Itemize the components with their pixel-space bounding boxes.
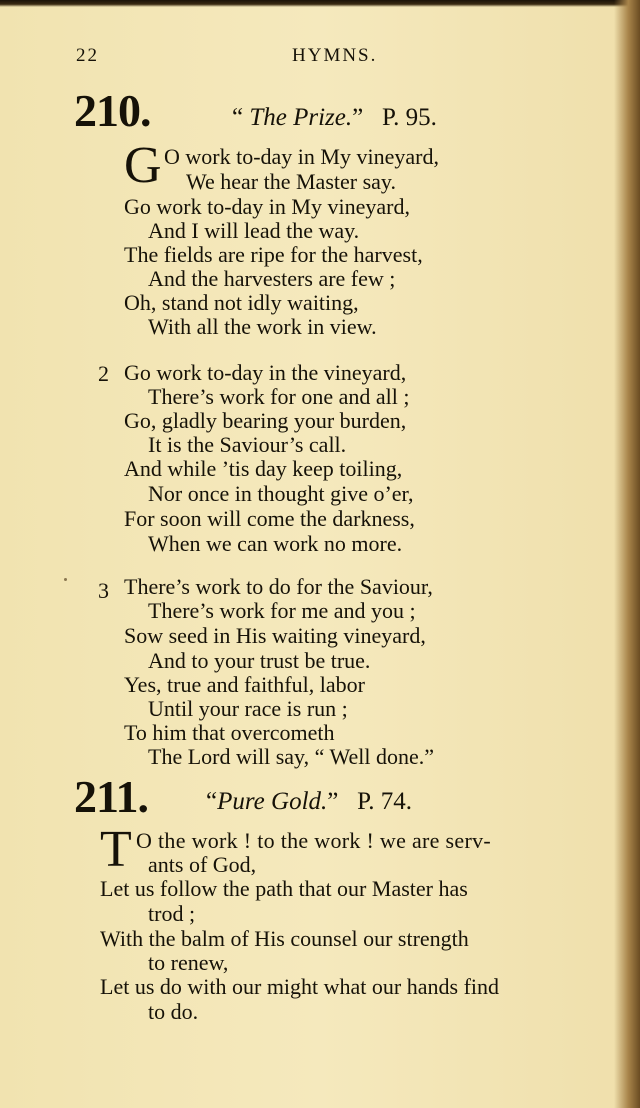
hymn-211-line-7: Let us do with our might what our hands find [100,974,500,999]
hymn-210-s2-line-2: There’s work for one and all ; [148,384,410,409]
hymn-210-s3-line-5: Yes, true and faithful, labor [124,672,365,697]
hymn-211-tune: “Pure Gold.” P. 74. [206,788,413,815]
stanza-2-number: 2 [98,361,109,386]
hymn-210-s3-line-7: To him that overcometh [124,720,335,745]
hymn-211-line-6: to renew, [148,950,229,975]
page-right-edge [614,0,640,1108]
hymn-210-line-7: Oh, stand not idly waiting, [124,290,359,315]
hymn-211-dropcap: T [100,821,132,878]
hymn-210-s3-line-8: The Lord will say, “ Well done.” [148,744,434,769]
hymn-211-line-8: to do. [148,999,199,1024]
hymn-211-line-5: With the balm of His counsel our strength [100,926,469,951]
hymn-211-line-2: ants of God, [148,852,257,877]
paper-speck [64,578,67,581]
page-number: 22 [76,45,99,66]
hymn-210-line-1: O work to-day in My vineyard, [164,144,439,169]
hymn-210-line-6: And the harvesters are few ; [148,266,396,291]
hymn-210-number: 210. [74,85,151,136]
hymn-210-s2-line-6: Nor once in thought give o’er, [148,481,414,506]
hymn-210-s2-line-7: For soon will come the darkness, [124,506,415,531]
hymn-210-s2-line-3: Go, gladly bearing your burden, [124,408,407,433]
running-title: HYMNS. [292,45,378,66]
hymn-210-line-3: Go work to-day in My vineyard, [124,194,410,219]
hymn-210-line-4: And I will lead the way. [148,218,360,243]
hymn-210-line-8: With all the work in view. [148,314,377,339]
hymn-210-s2-line-8: When we can work no more. [148,531,403,556]
page-top-shadow [0,0,640,7]
hymn-210-s3-line-6: Until your race is run ; [148,696,348,721]
hymn-210-s3-line-1: There’s work to do for the Saviour, [124,574,433,599]
hymn-210-s2-line-4: It is the Saviour’s call. [148,432,347,457]
hymn-210-dropcap: G [124,137,162,194]
hymn-210-s3-line-3: Sow seed in His waiting vineyard, [124,623,426,648]
hymn-210-s2-line-5: And while ’tis day keep toiling, [124,456,403,481]
hymn-210-line-2: We hear the Master say. [186,169,396,194]
hymn-211-number: 211. [74,771,148,822]
hymn-211-line-4: trod ; [148,901,196,926]
hymn-211-line-3: Let us follow the path that our Master has [100,876,468,901]
hymn-210-line-5: The fields are ripe for the harvest, [124,242,423,267]
hymn-210-s3-line-2: There’s work for me and you ; [148,598,416,623]
hymn-211-line-1: O the work ! to the work ! we are serv- [136,828,492,853]
stanza-3-number: 3 [98,578,109,603]
hymn-210-tune: “ The Prize.” P. 95. [232,104,437,131]
hymn-210-s2-line-1: Go work to-day in the vineyard, [124,360,407,385]
hymn-210-s3-line-4: And to your trust be true. [148,648,371,673]
